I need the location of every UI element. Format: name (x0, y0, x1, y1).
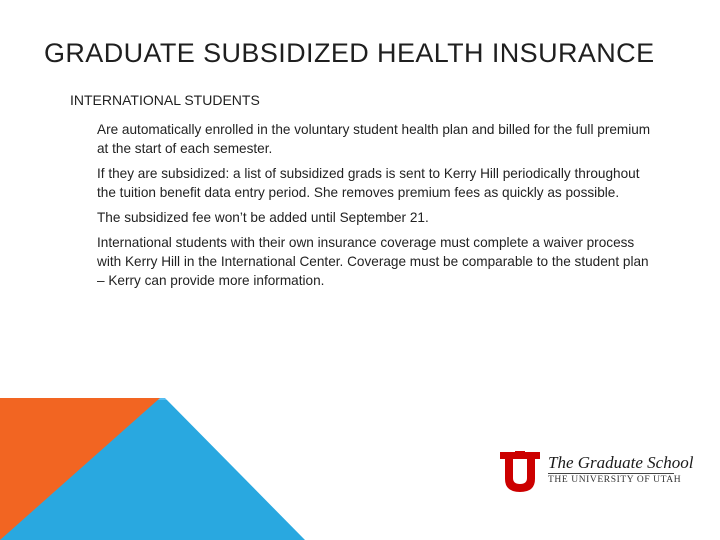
logo-divider (548, 473, 674, 474)
logo-university-name: THE UNIVERSITY OF UTAH (548, 475, 682, 485)
graduate-school-logo (498, 451, 694, 493)
logo-school-name: The Graduate School (548, 453, 694, 472)
bullet-item: If they are subsidized: a list of subsidized grads is sent to Kerry Hill periodically throughout the tuition benefit data entry period. She removes premium fees as quickly as possible. (97, 166, 640, 200)
bullet-list (97, 120, 657, 296)
section-heading: INTERNATIONAL STUDENTS (70, 92, 260, 108)
bullet-item: International students with their own insurance coverage must complete a waiver process with Kerry Hill in the International Center. Coverage must be comparable to the student plan – Kerry can provide more information. (97, 235, 649, 288)
slide-title: GRADUATE SUBSIDIZED HEALTH INSURANCE (44, 38, 655, 68)
bullet-item: The subsidized fee won’t be added until September 21. (97, 210, 429, 225)
block-u-logo-icon (498, 451, 542, 493)
bullet-item: Are automatically enrolled in the voluntary student health plan and billed for the full premium at the start of each semester. (97, 122, 651, 156)
